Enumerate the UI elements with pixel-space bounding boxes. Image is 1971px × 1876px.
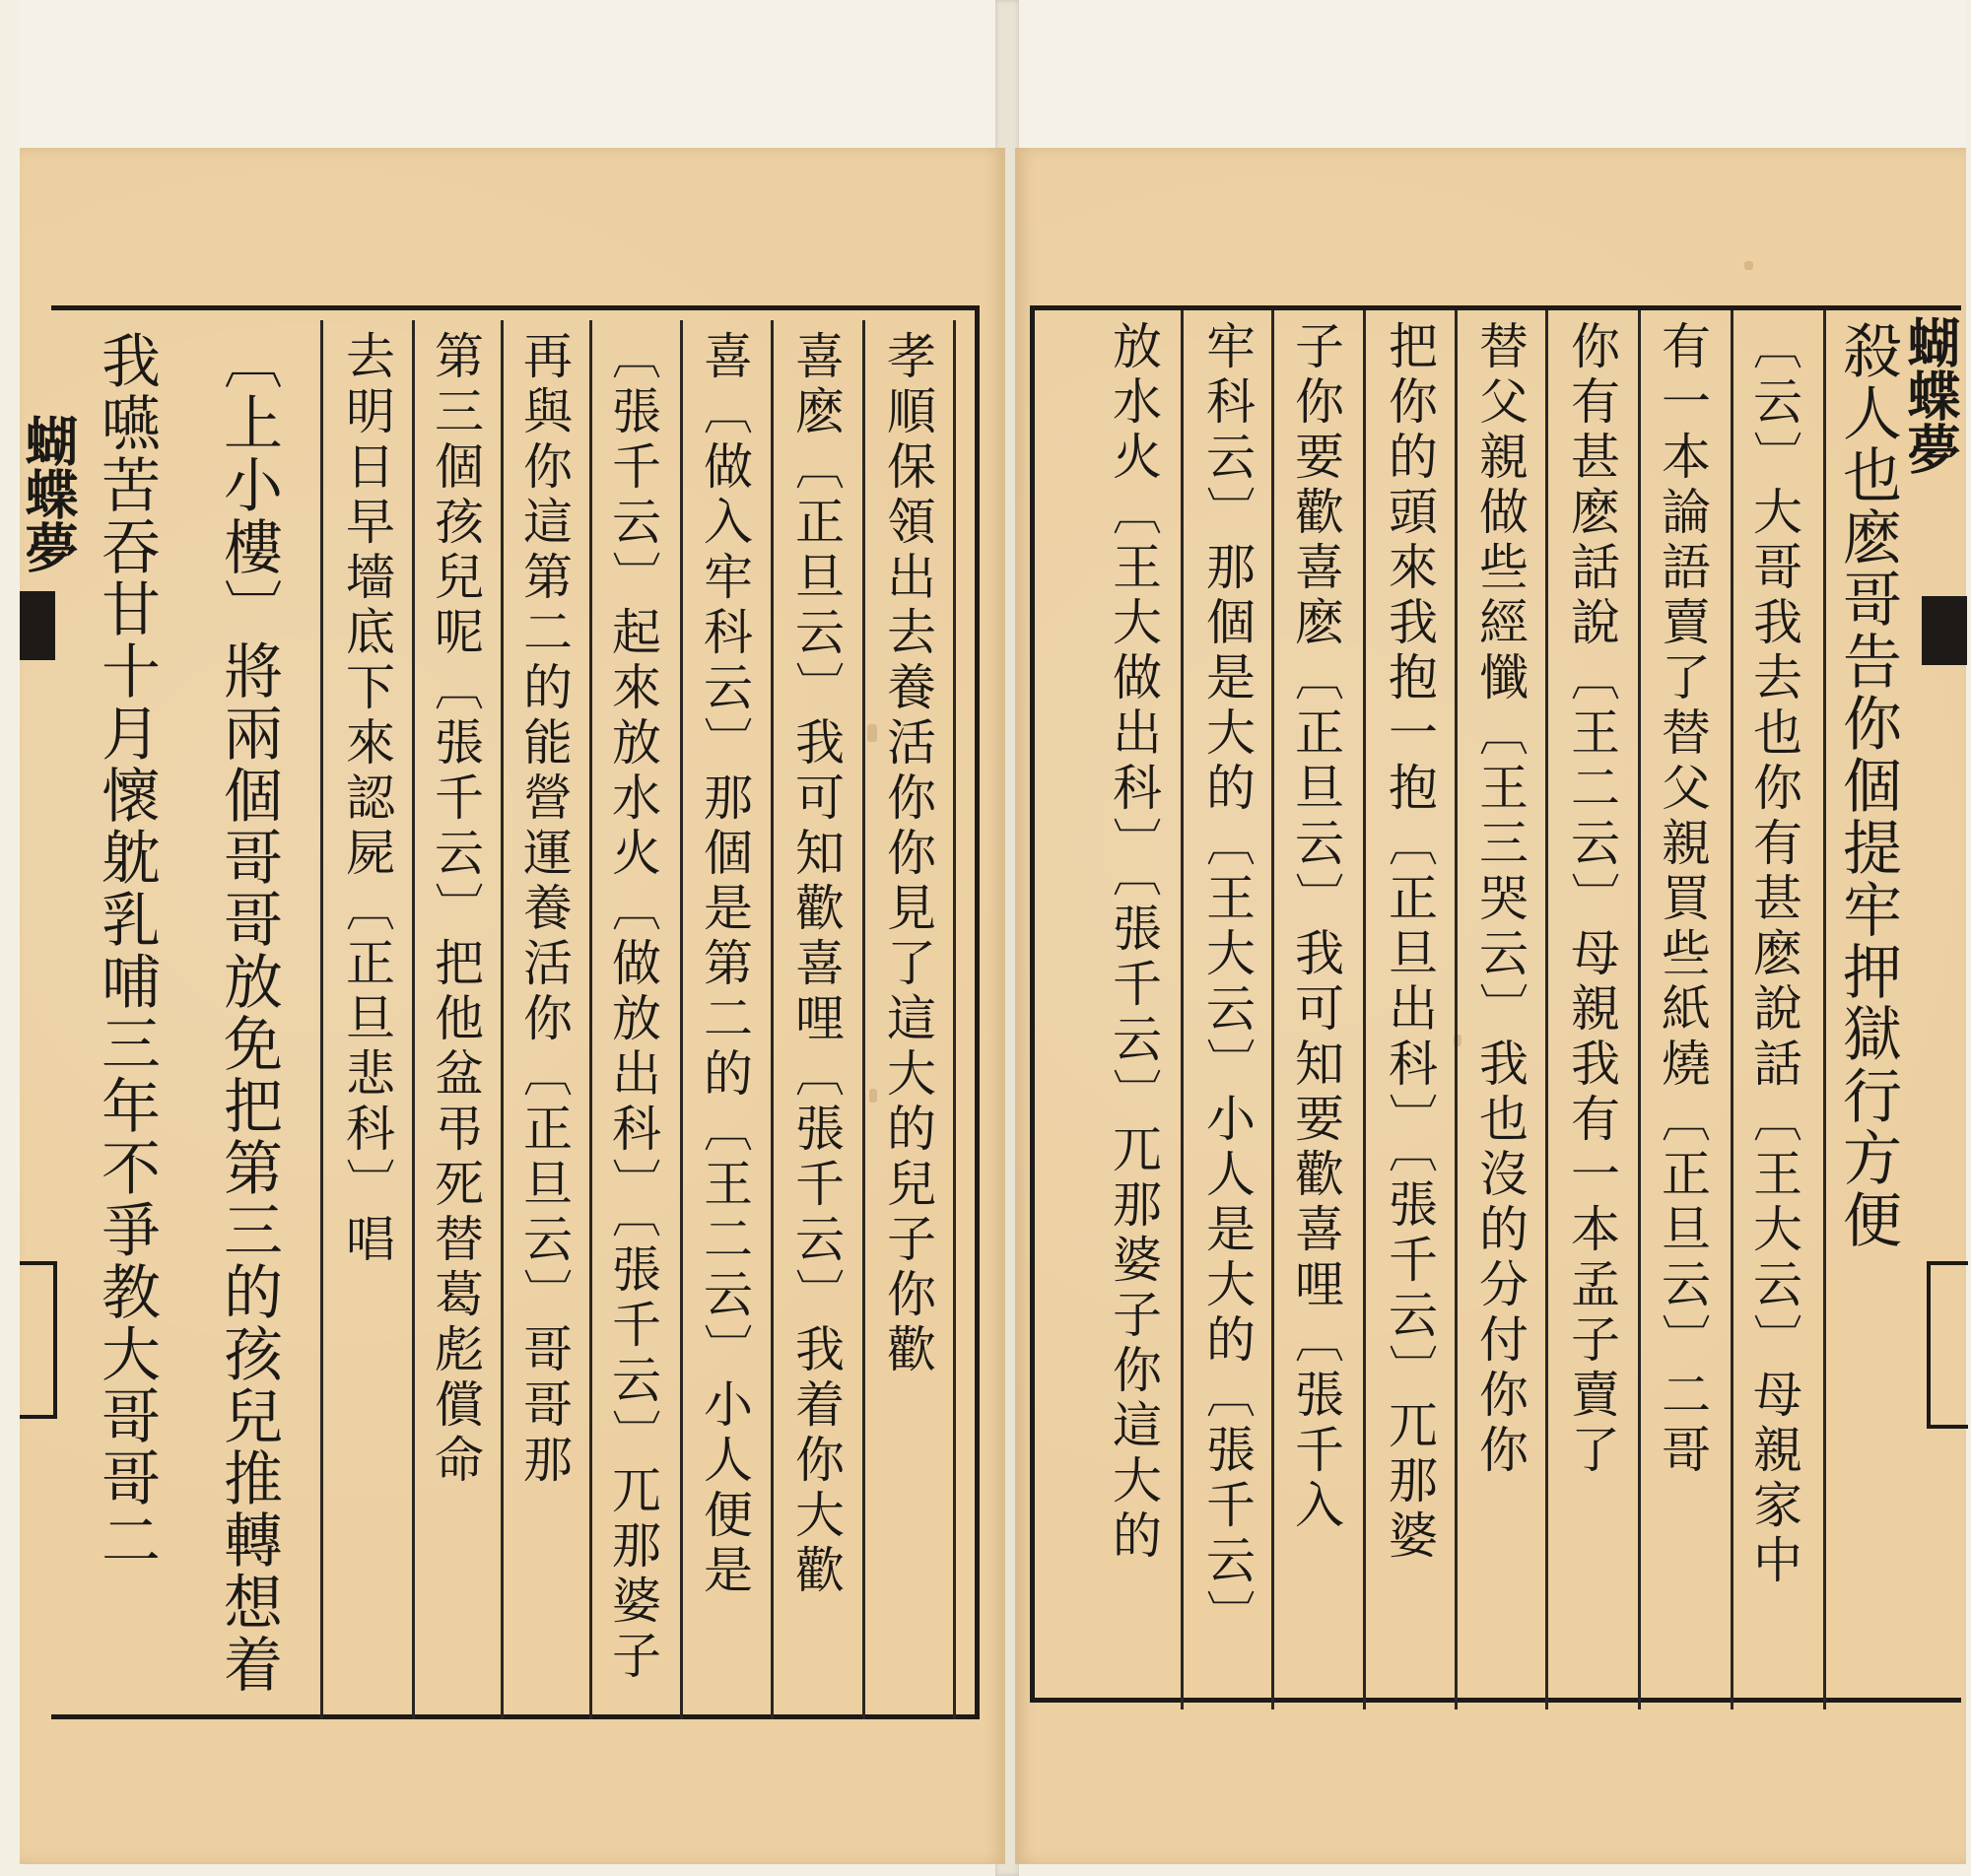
column-rule bbox=[680, 320, 683, 1719]
column-rule bbox=[589, 320, 592, 1719]
column-text: 我嚥苦吞甘十月懷躭乳哺三年不爭教大哥哥二 bbox=[92, 330, 161, 1572]
right-page-text-column bbox=[1469, 320, 1530, 1690]
column-text: 有一本論語賣了替父親買些紙燒〔正旦云〕二哥 bbox=[1654, 320, 1711, 1479]
left-page-text-column bbox=[425, 330, 486, 1700]
column-text: 〔張千云〕起來放水火〔做放出科〕〔張千云〕兀那婆子 bbox=[604, 330, 661, 1685]
right-margin-block bbox=[1922, 596, 1967, 665]
column-text: 第三個孩兒呢〔張千云〕把他盆弔死替葛彪償命 bbox=[427, 330, 484, 1489]
right-page-text-column bbox=[1103, 320, 1164, 1690]
column-rule bbox=[1545, 310, 1548, 1709]
top-blank-paper-right bbox=[1019, 0, 1966, 148]
column-text: 喜〔做入牢科云〕那個是第二的〔王二云〕小人便是 bbox=[696, 330, 753, 1599]
paper-stain bbox=[1744, 261, 1753, 270]
column-text: 〔云〕大哥我去也你有甚麽說話〔王大云〕母親家中 bbox=[1745, 320, 1802, 1589]
right-page-text-column bbox=[1561, 320, 1622, 1690]
column-rule bbox=[1823, 310, 1826, 1709]
left-page-text-column bbox=[213, 330, 284, 1700]
left-page-text-column bbox=[694, 330, 755, 1700]
left-page-text-column bbox=[785, 330, 847, 1700]
left-margin-block bbox=[20, 591, 55, 660]
column-text: 去明日早墻底下來認屍〔正旦悲科〕唱 bbox=[338, 330, 395, 1268]
column-rule bbox=[320, 320, 323, 1719]
column-rule bbox=[862, 320, 865, 1719]
right-page-text-column bbox=[1379, 320, 1440, 1690]
column-rule bbox=[1455, 310, 1458, 1709]
column-text: 孝順保領出去養活你你見了這大的兒子你歡 bbox=[879, 330, 936, 1378]
column-text: 殺人也麽哥告你個提牢押獄行方便 bbox=[1833, 320, 1902, 1251]
right-page-text-column bbox=[1652, 320, 1713, 1690]
right-page-text-column bbox=[1196, 320, 1257, 1690]
column-text: 替父親做些經懺〔王三哭云〕我也沒的分付你你 bbox=[1471, 320, 1529, 1479]
left-page-text-column bbox=[91, 330, 162, 1700]
right-margin-title: 蝴蝶夢 bbox=[1899, 315, 1962, 475]
column-rule bbox=[1731, 310, 1733, 1709]
column-rule bbox=[1271, 310, 1274, 1709]
column-rule bbox=[1638, 310, 1641, 1709]
column-text: 放水火〔王大做出科〕〔張千云〕兀那婆子你這大的 bbox=[1105, 320, 1162, 1565]
column-text: 喜麽〔正旦云〕我可知歡喜哩〔張千云〕我着你大歡 bbox=[787, 330, 845, 1599]
left-page-text-column bbox=[602, 330, 663, 1700]
left-page-text-column bbox=[513, 330, 575, 1700]
left-page-text-column bbox=[336, 330, 397, 1700]
column-text: 你有甚麽話說〔王二云〕母親我有一本孟子賣了 bbox=[1563, 320, 1620, 1479]
right-page-text-column bbox=[1285, 320, 1346, 1690]
right-margin-page-box bbox=[1927, 1261, 1968, 1429]
top-blank-paper-left bbox=[20, 0, 995, 148]
right-page-text-column bbox=[1832, 320, 1903, 1690]
column-rule bbox=[501, 320, 504, 1719]
left-page-text-column bbox=[877, 330, 938, 1700]
column-text: 子你要歡喜麽〔正旦云〕我可知要歡喜哩〔張千入 bbox=[1287, 320, 1344, 1534]
left-margin-title: 蝴蝶夢 bbox=[17, 414, 80, 573]
column-text: 再與你這第二的能營運養活你〔正旦云〕哥哥那 bbox=[515, 330, 573, 1489]
right-page-text-column bbox=[1743, 320, 1804, 1690]
column-text: 把你的頭來我抱一抱〔正旦出科〕〔張千云〕兀那婆 bbox=[1381, 320, 1438, 1565]
column-rule bbox=[1363, 310, 1366, 1709]
column-rule bbox=[953, 320, 956, 1719]
column-text: 〔上小樓〕將兩個哥哥放免把第三的孩兒推轉想着 bbox=[214, 330, 283, 1696]
left-margin-page-box bbox=[20, 1261, 57, 1419]
column-rule bbox=[1181, 310, 1184, 1709]
column-text: 牢科云〕那個是大的〔王大云〕小人是大的〔張千云〕 bbox=[1198, 320, 1256, 1644]
column-rule bbox=[412, 320, 415, 1719]
column-rule bbox=[771, 320, 774, 1719]
